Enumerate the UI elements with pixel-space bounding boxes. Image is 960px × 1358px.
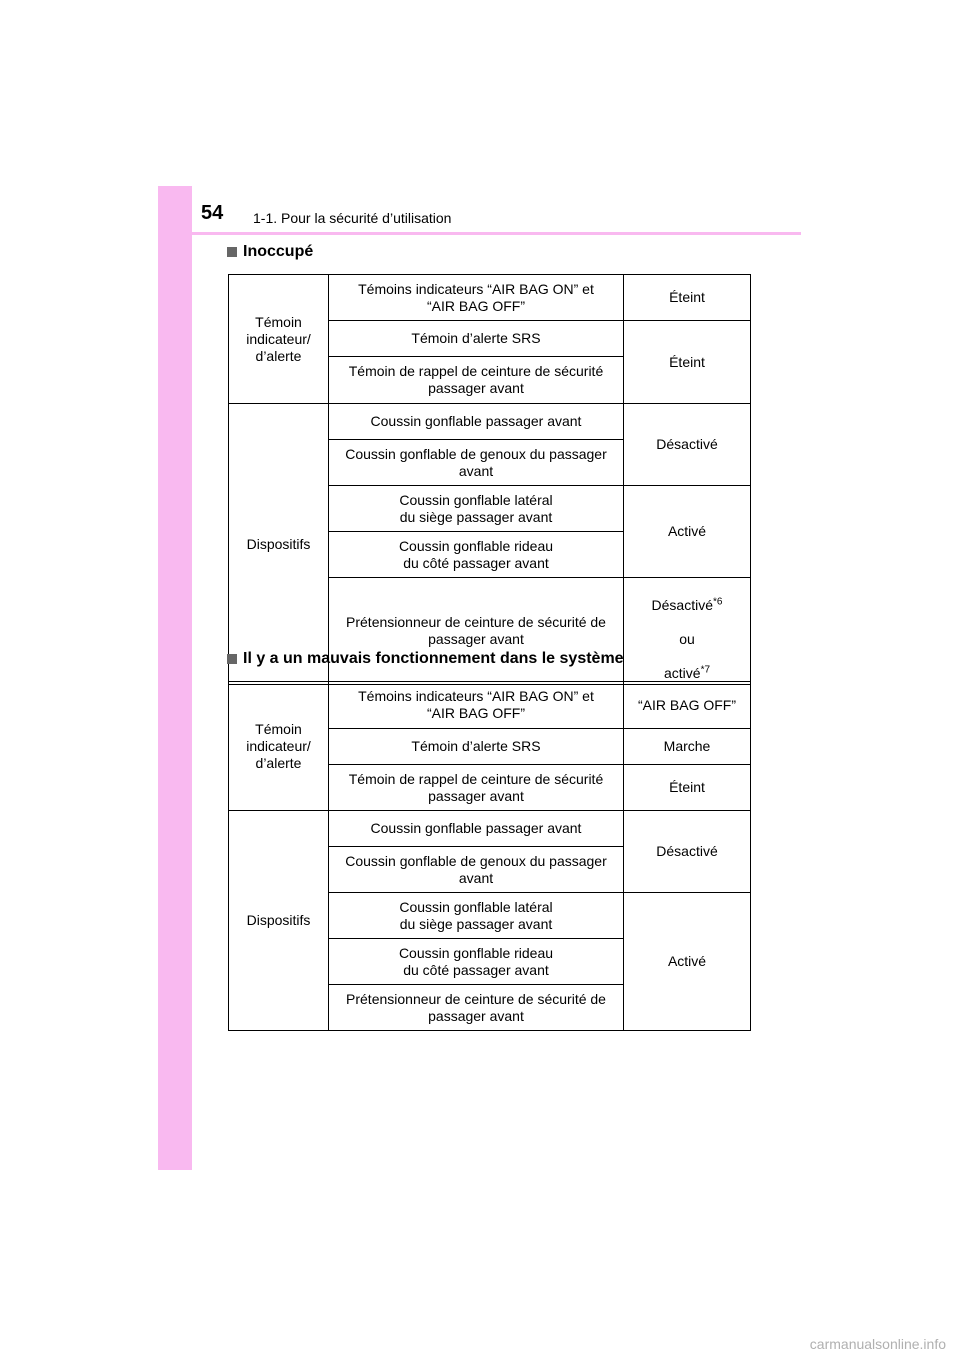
state-text: activé [663, 665, 701, 681]
table-cell: Témoins indicateurs “AIR BAG ON” et “AIR BAG OFF” [329, 275, 624, 321]
side-tab-bar [158, 186, 192, 1170]
table-cell: Activé [624, 893, 751, 1031]
table-cell: Désactivé [624, 811, 751, 893]
footnote-marker: *7 [700, 664, 711, 676]
section-title: 1-1. Pour la sécurité d’utilisation [253, 210, 452, 226]
square-bullet-icon [227, 654, 237, 664]
table-cell: Coussin gonflable latéral du siège passager avant [329, 486, 624, 532]
header-rule [158, 232, 801, 235]
table-cell: Témoin de rappel de ceinture de sécurité passager avant [329, 357, 624, 404]
heading-text: Il y a un mauvais fonctionnement dans le système [243, 650, 624, 667]
watermark-link[interactable]: carmanualsonline.info [809, 1336, 946, 1352]
table-cell: “AIR BAG OFF” [624, 682, 751, 729]
table-cell: Prétensionneur de ceinture de sécurité de passager avant [329, 578, 624, 685]
table-cell: Coussin gonflable rideau du côté passager avant [329, 532, 624, 578]
table-cell: Éteint [624, 275, 751, 321]
status-table-malfunction [228, 681, 751, 1031]
state-text: ou [679, 631, 695, 647]
indicator-label-cell: Témoin indicateur/ d’alerte [229, 275, 329, 404]
square-bullet-icon [227, 247, 237, 257]
table-cell: Désactivé [624, 404, 751, 486]
table-cell: Coussin gonflable latéral du siège passager avant [329, 893, 624, 939]
footnote-marker: *6 [713, 596, 723, 608]
table-cell: Coussin gonflable passager avant [329, 811, 624, 847]
pretensioner-state-cell [624, 578, 751, 685]
section-heading-malfunction [227, 650, 624, 668]
table-cell: Témoin d’alerte SRS [329, 321, 624, 357]
heading-text: Inoccupé [243, 243, 314, 260]
table-cell: Marche [624, 729, 751, 765]
indicator-label-cell: Témoin indicateur/ d’alerte [229, 682, 329, 811]
table-cell: Coussin gonflable de genoux du passager avant [329, 847, 624, 893]
table-cell: Éteint [624, 765, 751, 811]
table-cell: Éteint [624, 321, 751, 404]
status-table-inoccupe [228, 274, 751, 685]
devices-label-cell: Dispositifs [229, 811, 329, 1031]
table-cell: Prétensionneur de ceinture de sécurité de passager avant [329, 985, 624, 1031]
devices-label-cell: Dispositifs [229, 404, 329, 685]
table-cell: Coussin gonflable de genoux du passager avant [329, 440, 624, 486]
section-heading-inoccupe [227, 243, 313, 261]
page-number: 54 [201, 202, 224, 224]
table-cell: Coussin gonflable rideau du côté passager avant [329, 939, 624, 985]
table-cell: Activé [624, 486, 751, 578]
table-cell: Témoin d’alerte SRS [329, 729, 624, 765]
table-cell: Témoin de rappel de ceinture de sécurité passager avant [329, 765, 624, 811]
table-cell: Coussin gonflable passager avant [329, 404, 624, 440]
state-text: Désactivé [651, 597, 713, 613]
table-cell: Témoins indicateurs “AIR BAG ON” et “AIR BAG OFF” [329, 682, 624, 729]
